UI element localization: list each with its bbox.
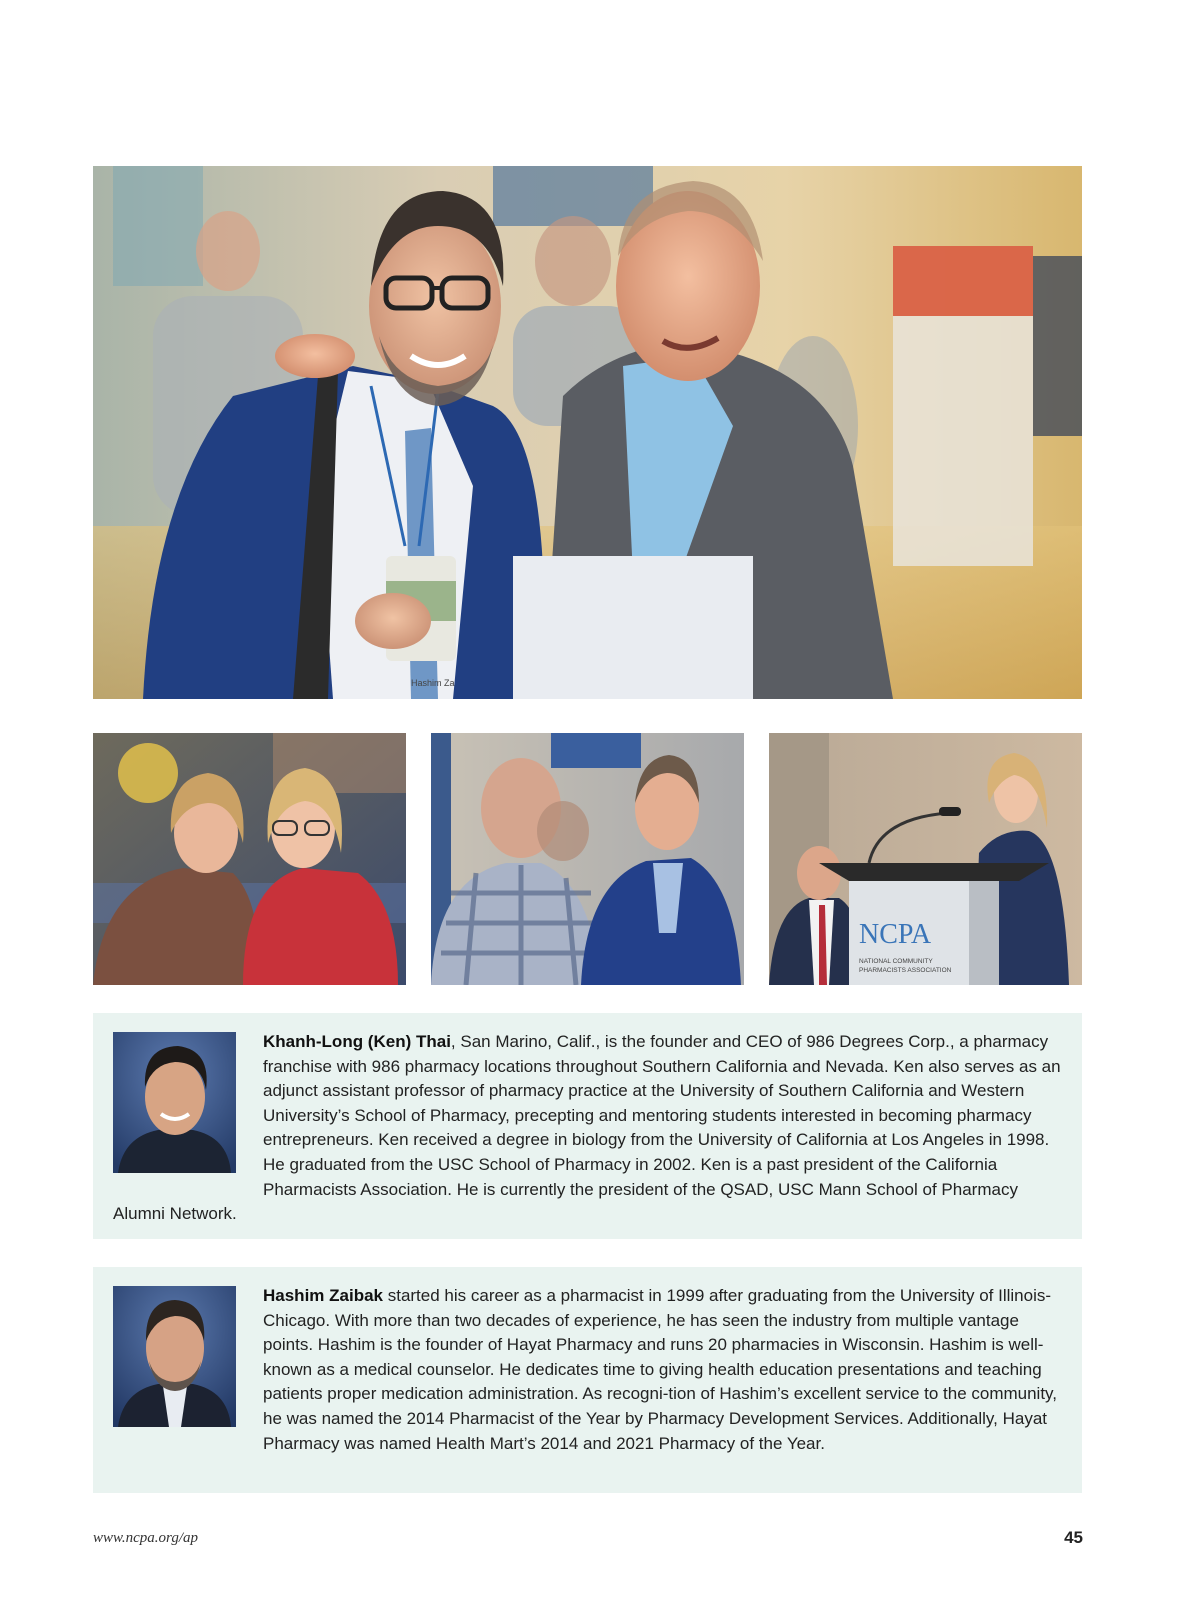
bio-hashim-zaibak-name: Hashim Zaibak bbox=[263, 1286, 383, 1305]
podium-logo-subtext-1: NATIONAL COMMUNITY bbox=[859, 958, 933, 965]
bio-hashim-zaibak-body: started his career as a pharmacist in 1999 after graduating from the University of Illinois-Chicago. With more than two decades of experience, he has seen the industry from multiple vantage points. Hashim is the founder of Hayat Pharmacy and runs 20 pharmacies in Wisconsin. Hashim is well-known as a medical counselor. He dedicates time to giving health education presentations and teaching patients proper medication administration. As recogni-tion of Hashim’s excellent service to the community, he was named the 2014 Pharmacist of the Year by Pharmacy Development Services. Additionally, Hayat Pharmacy was named Health Mart’s 2014 and 2021 Pharmacy of the Year. bbox=[263, 1286, 1058, 1453]
headshot-ken-thai bbox=[113, 1032, 236, 1173]
bio-hashim-zaibak bbox=[93, 1267, 1082, 1493]
bio-hashim-zaibak-text bbox=[113, 1284, 1062, 1456]
podium-photo bbox=[769, 733, 1082, 985]
bio-ken-thai-body: , San Marino, Calif., is the founder and CEO of 986 Degrees Corp., a pharmacy franchise with 986 pharmacy locations throughout Southern California and Nevada. Ken also serves as an adjunct assistant professor of pharmacy practice at the University of Southern California and Western University’s School of Pharmacy, precepting and mentoring students interested in becoming pharmacy entrepreneurs. Ken received a degree in biology from the University of California at Los Angeles in 1998. He graduated from the USC School of Pharmacy in 2002. Ken is a past president of the California Pharmacists Association. He is currently the president of the QSAD, USC Mann School of Pharmacy Alumni Network. bbox=[113, 1032, 1061, 1224]
hero-badge-text: Hashim Za bbox=[411, 678, 455, 688]
footer-url-link[interactable]: www.ncpa.org/ap bbox=[93, 1530, 199, 1546]
women-photo bbox=[93, 733, 406, 985]
bio-ken-thai bbox=[93, 1013, 1082, 1239]
podium-logo-text: NCPA bbox=[859, 919, 932, 950]
bio-ken-thai-name: Khanh-Long (Ken) Thai bbox=[263, 1032, 451, 1051]
headshot-hashim-zaibak bbox=[113, 1286, 236, 1427]
bio-ken-thai-text bbox=[113, 1030, 1062, 1227]
hero-photo bbox=[93, 166, 1082, 699]
conversation-photo bbox=[431, 733, 744, 985]
page-number: 45 bbox=[1064, 1528, 1083, 1547]
podium-logo-subtext-2: PHARMACISTS ASSOCIATION bbox=[859, 967, 952, 974]
